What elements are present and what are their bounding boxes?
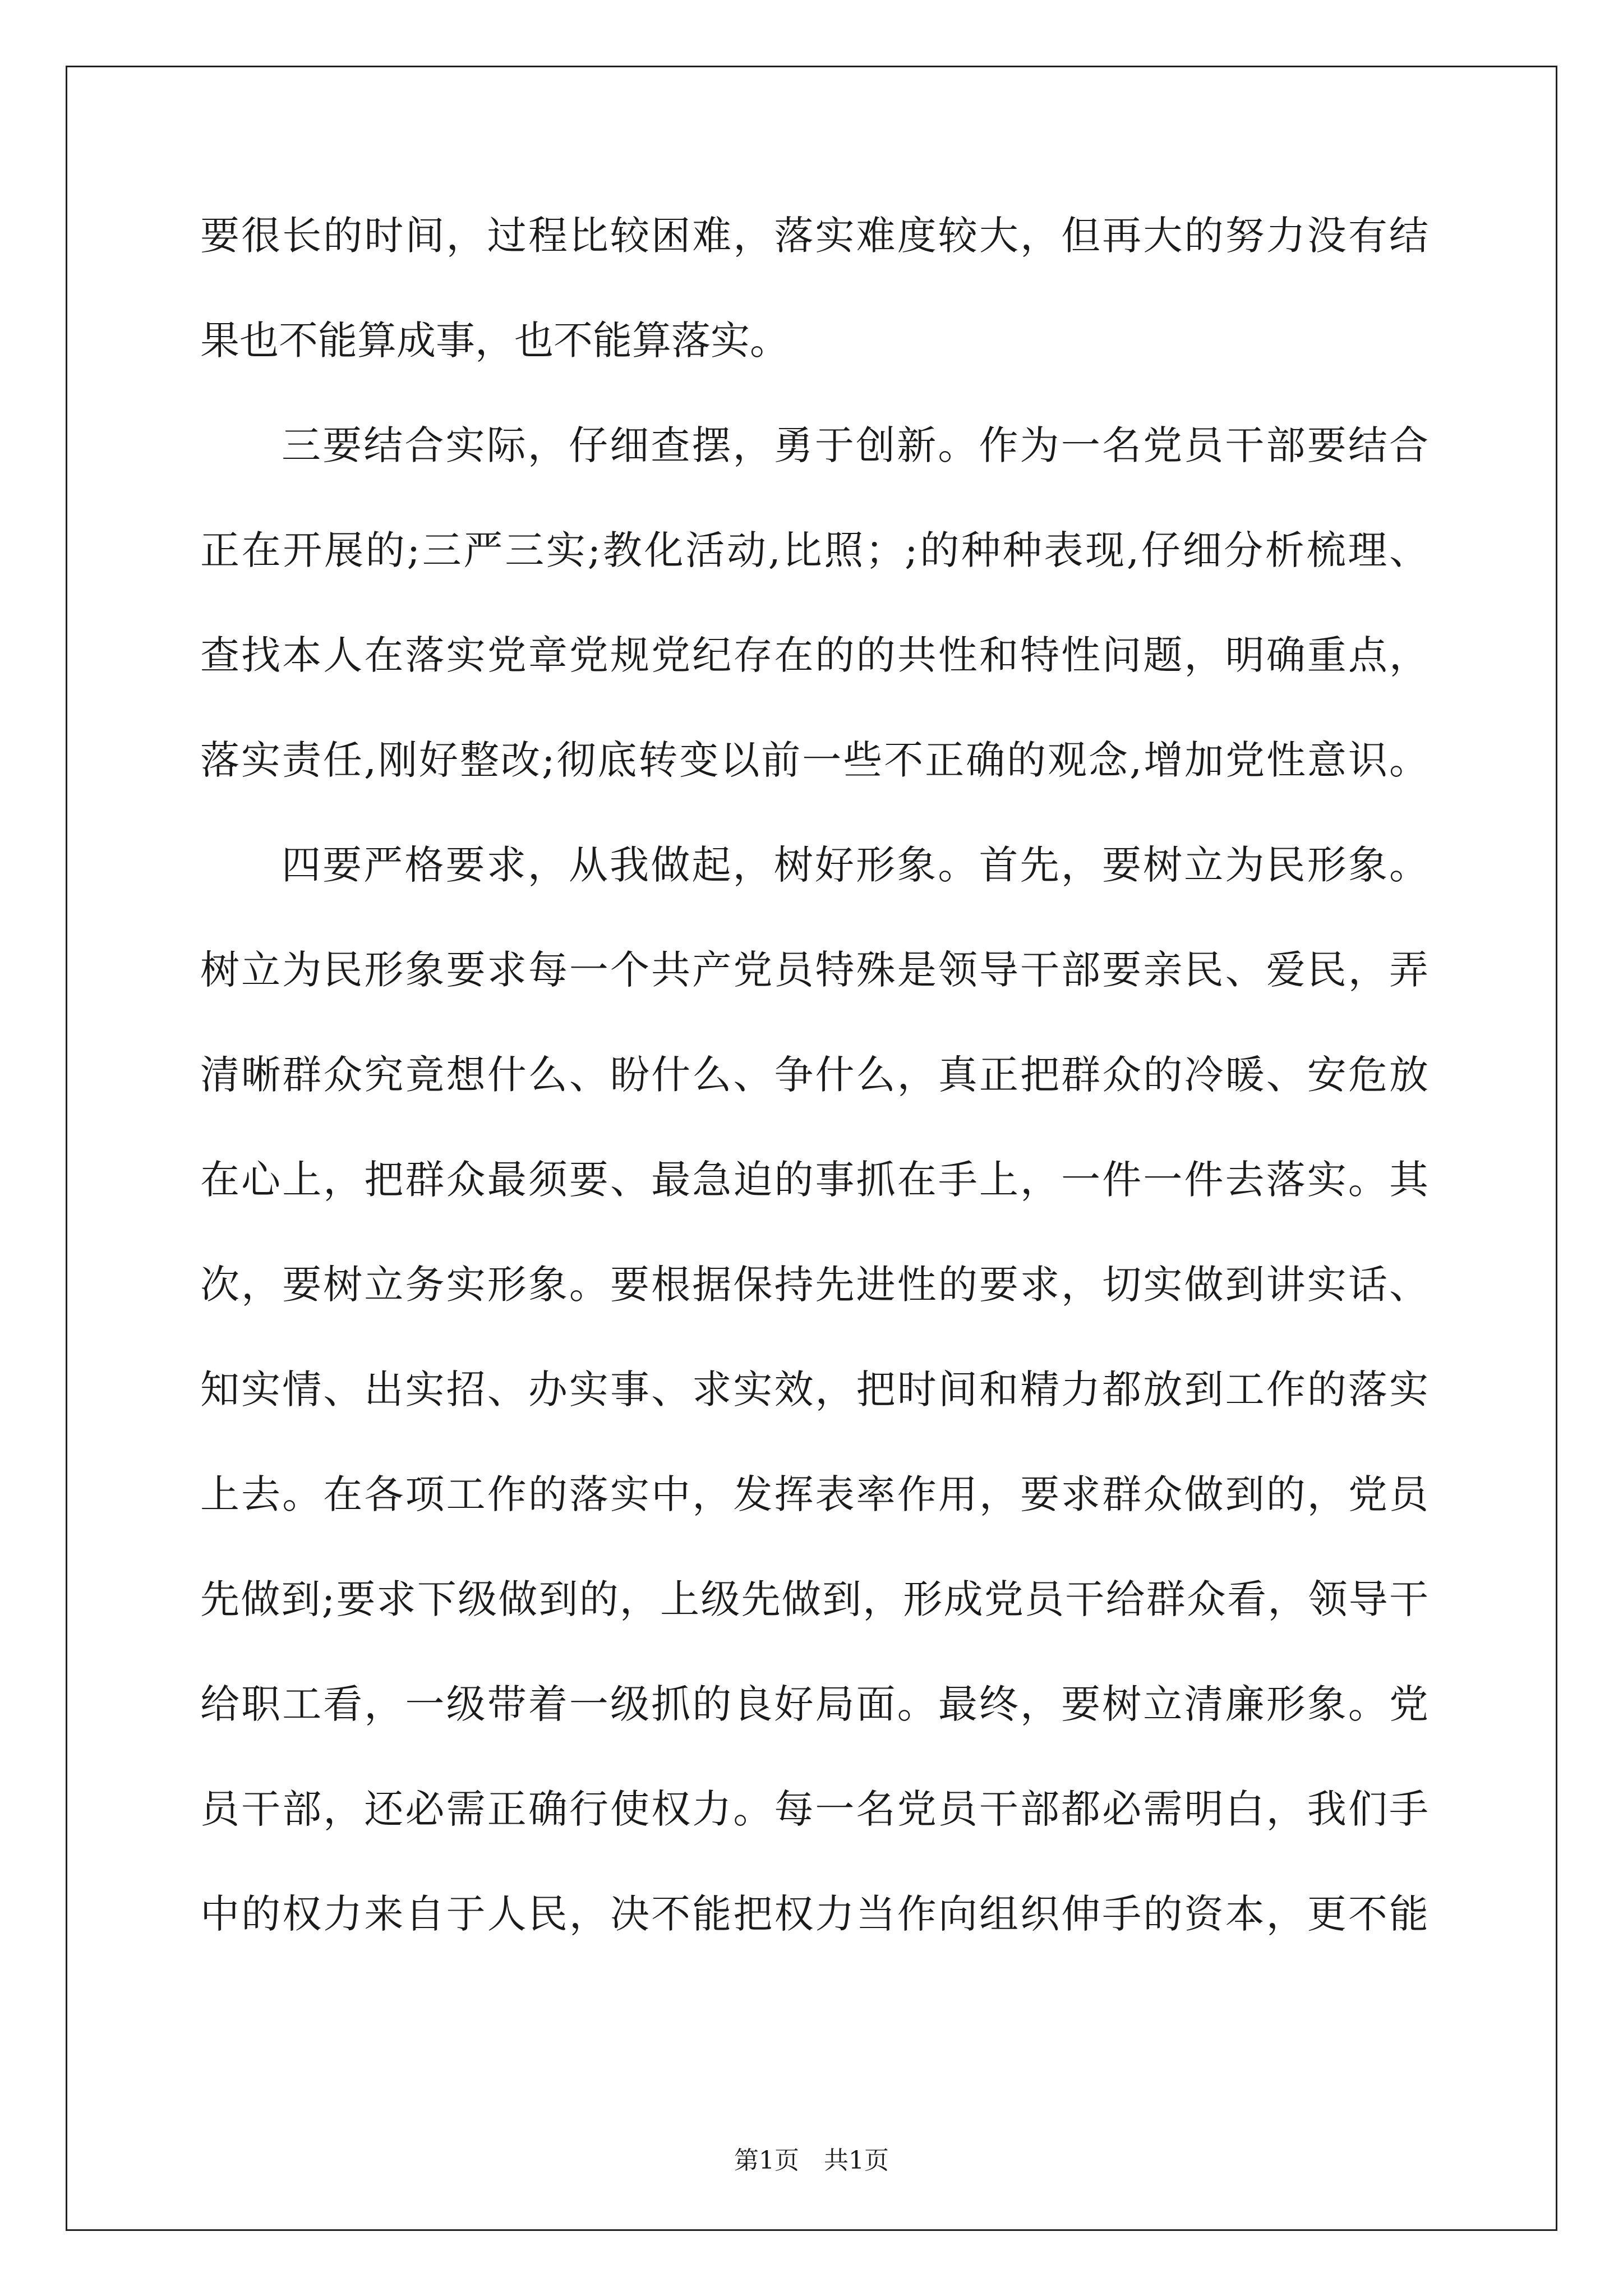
text-line: 清晰群众究竟想什么、盼什么、争什么，真正把群众的冷暖、安危放	[200, 1052, 1428, 1098]
text-line: 员干部，还必需正确行使权力。每一名党员干部都必需明白，我们手	[200, 1786, 1428, 1832]
text-line: 树立为民形象要求每一个共产党员特殊是领导干部要亲民、爱民，弄	[200, 947, 1428, 993]
text-line: 知实情、出实招、办实事、求实效，把时间和精力都放到工作的落实	[200, 1366, 1428, 1412]
text-line: 在心上，把群众最须要、最急迫的事抓在手上，一件一件去落实。其	[200, 1157, 1428, 1203]
paragraph-start-line: 四要严格要求，从我做起，树好形象。首先，要树立为民形象。	[282, 842, 1428, 888]
text-line: 给职工看，一级带着一级抓的良好局面。最终，要树立清廉形象。党	[200, 1681, 1428, 1727]
paragraph-start-line: 三要结合实际，仔细查摆，勇于创新。作为一名党员干部要结合	[282, 422, 1428, 468]
text-line: 上去。在各项工作的落实中，发挥表率作用，要求群众做到的，党员	[200, 1471, 1428, 1517]
text-line: 落实责任,刚好整改;彻底转变以前一些不正确的观念,增加党性意识。	[200, 737, 1428, 783]
page-number-footer: 第1页 共1页	[734, 2146, 889, 2175]
text-line: 正在开展的;三严三实;教化活动,比照；;的种种表现,仔细分析梳理、	[200, 527, 1428, 573]
text-line: 中的权力来自于人民，决不能把权力当作向组织伸手的资本，更不能	[200, 1891, 1428, 1937]
text-line: 先做到;要求下级做到的，上级先做到，形成党员干给群众看，领导干	[200, 1576, 1428, 1622]
text-line: 次，要树立务实形象。要根据保持先进性的要求，切实做到讲实话、	[200, 1262, 1428, 1308]
text-line: 要很长的时间，过程比较困难，落实难度较大，但再大的努力没有结	[200, 213, 1428, 259]
text-line: 果也不能算成事，也不能算落实。	[200, 318, 789, 364]
body-text	[200, 209, 1428, 1992]
text-line: 查找本人在落实党章党规党纪存在的的共性和特性问题，明确重点，	[200, 632, 1428, 678]
